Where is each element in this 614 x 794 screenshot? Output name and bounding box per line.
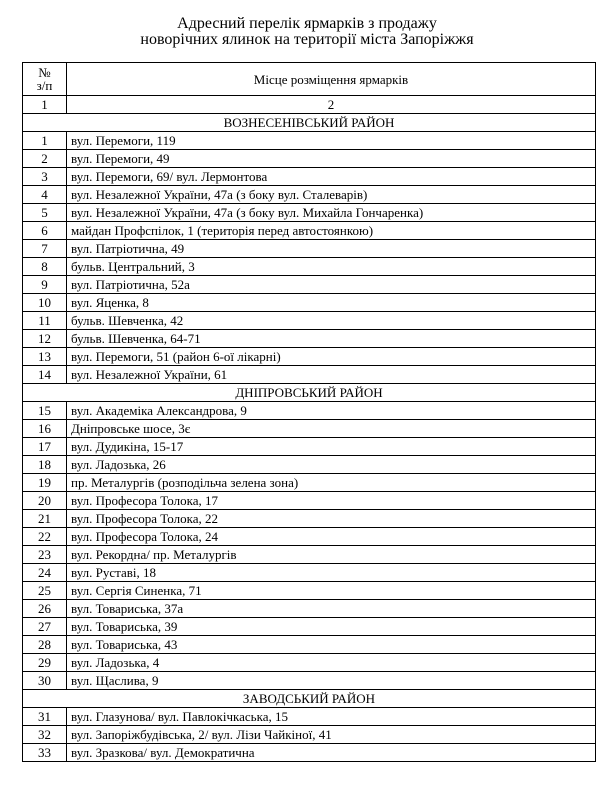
table-row	[23, 402, 596, 420]
row-address: вул. Перемоги, 51 (район 6-ої лікарні)	[67, 348, 596, 366]
table-row	[23, 744, 596, 762]
row-number: 32	[23, 726, 67, 744]
table-row	[23, 132, 596, 150]
row-number: 24	[23, 564, 67, 582]
row-number: 19	[23, 474, 67, 492]
row-number: 33	[23, 744, 67, 762]
row-address: вул. Патріотична, 49	[67, 240, 596, 258]
row-address: вул. Перемоги, 49	[67, 150, 596, 168]
row-address: бульв. Шевченка, 42	[67, 312, 596, 330]
header-place: Місце розміщення ярмарків	[67, 63, 596, 96]
row-address: майдан Профспілок, 1 (територія перед автостоянкою)	[67, 222, 596, 240]
district-name: ВОЗНЕСЕНІВСЬКИЙ РАЙОН	[23, 114, 596, 132]
table-row	[23, 618, 596, 636]
table-row	[23, 726, 596, 744]
table-row	[23, 528, 596, 546]
header-number	[23, 63, 67, 96]
row-address: вул. Глазунова/ вул. Павлокічкаська, 15	[67, 708, 596, 726]
table-row	[23, 258, 596, 276]
table-row	[23, 672, 596, 690]
row-number: 30	[23, 672, 67, 690]
row-number: 9	[23, 276, 67, 294]
header-number-label: № з/п	[36, 65, 53, 93]
row-number: 28	[23, 636, 67, 654]
table-row	[23, 474, 596, 492]
row-address: вул. Товариська, 37а	[67, 600, 596, 618]
row-number: 14	[23, 366, 67, 384]
table-row	[23, 222, 596, 240]
table-row	[23, 600, 596, 618]
row-address: вул. Ладозька, 4	[67, 654, 596, 672]
row-address: вул. Патріотична, 52а	[67, 276, 596, 294]
row-number: 7	[23, 240, 67, 258]
row-address: вул. Товариська, 43	[67, 636, 596, 654]
row-number: 2	[23, 150, 67, 168]
fairs-table	[22, 62, 596, 762]
row-number: 11	[23, 312, 67, 330]
table-row	[23, 510, 596, 528]
table-row	[23, 492, 596, 510]
column-number-2: 2	[67, 96, 596, 114]
table-row	[23, 636, 596, 654]
row-address: Дніпровське шосе, 3є	[67, 420, 596, 438]
row-address: бульв. Шевченка, 64-71	[67, 330, 596, 348]
row-number: 6	[23, 222, 67, 240]
row-address: вул. Дудикіна, 15-17	[67, 438, 596, 456]
table-row	[23, 348, 596, 366]
row-number: 16	[23, 420, 67, 438]
row-address: вул. Професора Толока, 17	[67, 492, 596, 510]
table-row	[23, 582, 596, 600]
table-row	[23, 276, 596, 294]
row-number: 13	[23, 348, 67, 366]
row-address: бульв. Центральний, 3	[67, 258, 596, 276]
district-row	[23, 114, 596, 132]
row-address: вул. Незалежної України, 47а (з боку вул. Сталеварів)	[67, 186, 596, 204]
row-address: вул. Щаслива, 9	[67, 672, 596, 690]
row-number: 15	[23, 402, 67, 420]
document-title-line-2: новорічних ялинок на території міста Запоріжжя	[140, 31, 474, 48]
table-row	[23, 330, 596, 348]
district-row	[23, 384, 596, 402]
row-address: вул. Професора Толока, 22	[67, 510, 596, 528]
row-number: 3	[23, 168, 67, 186]
row-address: вул. Незалежної України, 47а (з боку вул. Михайла Гончаренка)	[67, 204, 596, 222]
row-address: вул. Ладозька, 26	[67, 456, 596, 474]
document-title-line-1: Адресний перелік ярмарків з продажу	[177, 15, 437, 32]
row-number: 29	[23, 654, 67, 672]
row-address: вул. Запоріжбудівська, 2/ вул. Лізи Чайкіної, 41	[67, 726, 596, 744]
row-number: 18	[23, 456, 67, 474]
row-address: вул. Сергія Синенка, 71	[67, 582, 596, 600]
row-number: 26	[23, 600, 67, 618]
row-address: пр. Металургів (розподільча зелена зона)	[67, 474, 596, 492]
table-row	[23, 150, 596, 168]
row-address: вул. Яценка, 8	[67, 294, 596, 312]
table-row	[23, 312, 596, 330]
row-number: 20	[23, 492, 67, 510]
table-header-row	[23, 63, 596, 96]
row-address: вул. Руставі, 18	[67, 564, 596, 582]
table-row	[23, 654, 596, 672]
row-number: 21	[23, 510, 67, 528]
row-address: вул. Товариська, 39	[67, 618, 596, 636]
row-address: вул. Рекордна/ пр. Металургів	[67, 546, 596, 564]
row-number: 22	[23, 528, 67, 546]
table-row	[23, 168, 596, 186]
table-row	[23, 294, 596, 312]
row-address: вул. Академіка Александрова, 9	[67, 402, 596, 420]
row-number: 17	[23, 438, 67, 456]
district-name: ДНІПРОВСЬКИЙ РАЙОН	[23, 384, 596, 402]
row-number: 27	[23, 618, 67, 636]
row-address: вул. Перемоги, 69/ вул. Лермонтова	[67, 168, 596, 186]
row-address: вул. Зразкова/ вул. Демократична	[67, 744, 596, 762]
table-row	[23, 438, 596, 456]
district-name: ЗАВОДСЬКИЙ РАЙОН	[23, 690, 596, 708]
row-address: вул. Професора Толока, 24	[67, 528, 596, 546]
table-row	[23, 708, 596, 726]
table-row	[23, 564, 596, 582]
table-row	[23, 546, 596, 564]
column-number-1: 1	[23, 96, 67, 114]
district-row	[23, 690, 596, 708]
table-row	[23, 204, 596, 222]
table-row	[23, 420, 596, 438]
row-number: 8	[23, 258, 67, 276]
table-row	[23, 366, 596, 384]
table-row	[23, 240, 596, 258]
row-number: 31	[23, 708, 67, 726]
column-numbers-row	[23, 96, 596, 114]
row-address: вул. Незалежної України, 61	[67, 366, 596, 384]
row-number: 23	[23, 546, 67, 564]
row-number: 10	[23, 294, 67, 312]
table-row	[23, 186, 596, 204]
row-number: 1	[23, 132, 67, 150]
row-number: 12	[23, 330, 67, 348]
row-address: вул. Перемоги, 119	[67, 132, 596, 150]
row-number: 4	[23, 186, 67, 204]
row-number: 25	[23, 582, 67, 600]
row-number: 5	[23, 204, 67, 222]
table-row	[23, 456, 596, 474]
